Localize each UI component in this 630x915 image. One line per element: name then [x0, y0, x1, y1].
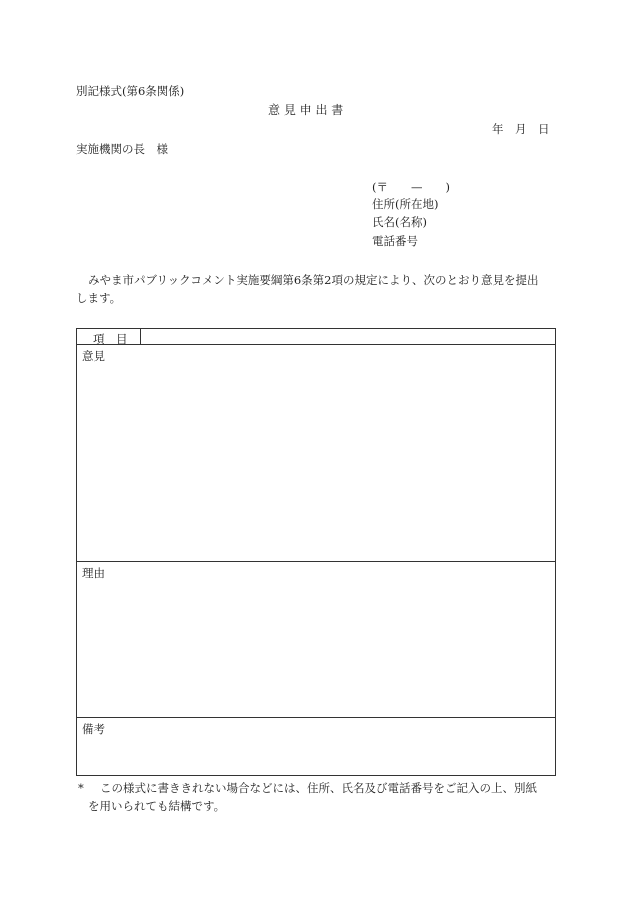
reason-label: 理由 — [82, 566, 105, 580]
reason-input-area[interactable] — [77, 562, 555, 717]
header-item-label: 項 目 — [93, 332, 128, 346]
opinion-label: 意見 — [82, 349, 105, 363]
page-title: 意 見 申 出 書 — [268, 103, 344, 117]
postal-code-line: (〒 — ) — [372, 180, 450, 194]
form-id: 別記様式(第6条関係) — [76, 84, 185, 98]
header-divider — [140, 329, 141, 344]
opinion-input-area[interactable] — [77, 345, 555, 561]
phone-label: 電話番号 — [372, 234, 418, 248]
note-text-line1: この様式に書ききれない場合などには、住所、氏名及び電話番号をご記入の上、別紙 — [100, 781, 537, 795]
addressee: 実施機関の長 様 — [76, 142, 168, 156]
intro-text-line2: します。 — [76, 291, 122, 305]
name-label: 氏名(名称) — [372, 215, 427, 229]
date-line: 年 月 日 — [492, 122, 550, 136]
note-text-line2: を用いられても結構です。 — [88, 799, 226, 813]
remarks-input-area[interactable] — [77, 718, 555, 775]
intro-text-line1: みやま市パブリックコメント実施要綱第6条第2項の規定により、次のとおり意見を提出 — [88, 273, 539, 287]
address-label: 住所(所在地) — [372, 197, 439, 211]
remarks-label: 備考 — [82, 722, 105, 736]
opinion-form-table — [76, 328, 556, 776]
note-mark: * — [78, 781, 84, 795]
